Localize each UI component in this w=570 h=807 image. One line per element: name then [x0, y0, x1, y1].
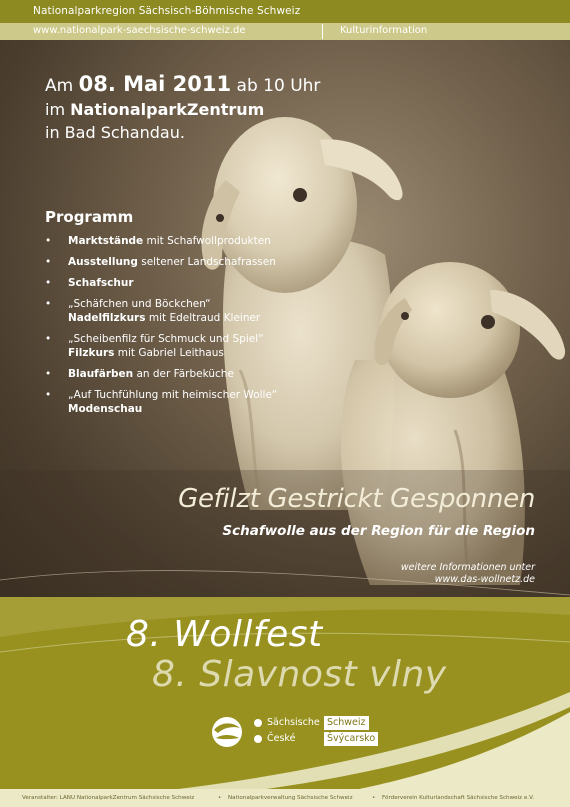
program-item — [45, 332, 285, 360]
program-item-bold: Ausstellung — [68, 256, 138, 268]
event-date-line — [45, 72, 320, 98]
program-item-bold: Marktstände — [68, 235, 144, 247]
program-item — [45, 234, 285, 248]
region-title: Nationalparkregion Sächsisch-Böhmische Schweiz — [33, 5, 301, 17]
fest-title-de: 8. Wollfest — [126, 614, 323, 655]
website-link[interactable]: www.nationalpark-saechsische-schweiz.de — [33, 25, 246, 36]
program-item — [45, 255, 285, 269]
logo-dot — [254, 719, 262, 727]
logo-dot — [254, 735, 262, 743]
event-details — [45, 72, 320, 144]
logo-czech: České — [267, 733, 296, 744]
organizer-3: Förderverein Kulturlandschaft Sächsische Schweiz e.V. — [382, 795, 534, 801]
logo-svycarsko: Švýcarsko — [324, 732, 378, 746]
organizer-2: Nationalparkverwaltung Sächsische Schweiz — [228, 795, 353, 801]
logo-saxony: Sächsische — [267, 717, 320, 728]
program-item-pre: „Auf Tuchfühlung mit heimischer Wolle“ — [68, 389, 278, 401]
header-divider — [322, 24, 323, 39]
venue-prefix: im — [45, 100, 71, 119]
program-item-text: an der Färbeküche — [133, 368, 234, 380]
program-item-text: seltener Landschafrassen — [137, 256, 276, 268]
region-logo — [210, 714, 385, 750]
program-item-bold: Schafschur — [68, 277, 134, 289]
fest-title-cz: 8. Slavnost vlny — [152, 654, 447, 695]
program-title: Programm — [45, 208, 134, 226]
footer-separator: • — [218, 795, 222, 801]
program-item — [45, 367, 285, 381]
program-item-bold: Blaufärben — [68, 368, 134, 380]
program-list — [45, 234, 285, 423]
program-item-bold: Nadelfilzkurs — [68, 312, 146, 324]
event-town: in Bad Schandau. — [45, 123, 185, 142]
section-label: Kulturinformation — [340, 25, 428, 36]
footer-separator: • — [372, 795, 376, 801]
program-item — [45, 276, 285, 290]
header-band — [0, 0, 570, 40]
more-info — [0, 562, 535, 586]
organizers-footer — [0, 789, 570, 807]
subslogan: Schafwolle aus der Region für die Region — [222, 523, 535, 539]
sandstone-logo-icon — [210, 716, 244, 748]
more-info-link[interactable]: www.das-wollnetz.de — [434, 574, 535, 585]
program-item-bold: Filzkurs — [68, 347, 115, 359]
more-info-label: weitere Informationen unter — [400, 562, 535, 573]
program-item — [45, 297, 285, 325]
program-item-text: mit Schafwollprodukten — [143, 235, 271, 247]
logo-schweiz: Schweiz — [324, 716, 369, 730]
event-date: 08. Mai 2011 — [78, 72, 232, 96]
program-item-text: mit Gabriel Leithaus — [114, 347, 224, 359]
slogan: Gefilzt Gestrickt Gesponnen — [178, 484, 535, 514]
event-time: ab 10 Uhr — [231, 76, 321, 96]
program-item-pre: „Scheibenfilz für Schmuck und Spiel“ — [68, 333, 264, 345]
event-venue-line — [45, 98, 320, 121]
program-item-text: mit Edeltraud Kleiner — [145, 312, 261, 324]
organizer-1: Veranstalter: LANU NationalparkZentrum Sächsische Schweiz — [22, 795, 195, 801]
event-venue: NationalparkZentrum — [70, 100, 265, 119]
program-item-bold: Modenschau — [68, 403, 143, 415]
date-prefix: Am — [45, 76, 79, 96]
program-item — [45, 388, 285, 416]
program-item-pre: „Schäfchen und Böckchen“ — [68, 298, 211, 310]
